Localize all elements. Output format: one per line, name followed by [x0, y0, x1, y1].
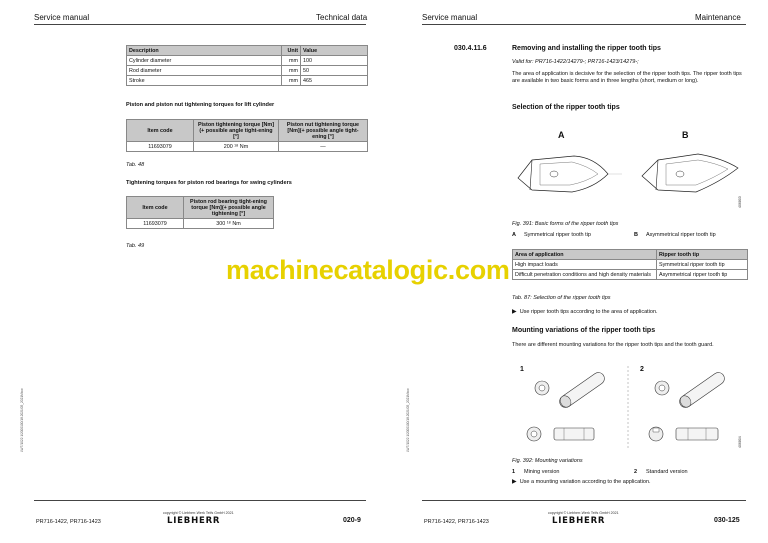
page-number: 020-9: [343, 517, 361, 524]
col-value: Value: [301, 46, 368, 56]
intro-text: The area of application is decisive for the selection of the ripper tooth tips. The ripper tooth tips are available in two basic forms and in three lengths (short, medium or long).: [512, 71, 742, 84]
liebherr-logo: LIEBHERR: [552, 516, 606, 526]
col-item-code: Item code: [127, 120, 194, 142]
figure-391: [512, 126, 748, 218]
figure-391-caption: Fig. 391: Basic forms of the ripper tooth tips: [512, 221, 619, 227]
cell: 300 ¹⁸ Nm: [184, 219, 274, 229]
cell: Difficult penetration conditions and high density materials: [513, 270, 657, 280]
figure-label-1: 1: [520, 366, 524, 373]
cell: 100: [301, 56, 368, 66]
cell: Stroke: [127, 76, 282, 86]
legend-key: B: [634, 232, 638, 238]
bullet-1: [512, 309, 658, 316]
valid-for: Valid for: PR716-1422/14279-; PR716-1423/14279-;: [512, 59, 639, 65]
figure-label-2: 2: [640, 366, 644, 373]
lift-table: [126, 119, 368, 152]
col-description: Description: [127, 46, 282, 56]
col-item-code: Item code: [127, 197, 184, 219]
table-row: [513, 270, 748, 280]
cylinder-table: [126, 45, 368, 86]
header-left: Service manual: [34, 13, 90, 22]
application-table: [512, 249, 748, 280]
footer-models: PR716-1422, PR716-1423: [36, 519, 101, 525]
footer-rule: [422, 500, 746, 501]
mounting-text: There are different mounting variations for the ripper tooth tips and the tooth guard.: [512, 342, 714, 348]
cell: Cylinder diameter: [127, 56, 282, 66]
figure-label-a: A: [558, 130, 565, 140]
cell: 50: [301, 66, 368, 76]
selection-heading: Selection of the ripper tooth tips: [512, 104, 620, 111]
header-right: Maintenance: [695, 13, 741, 22]
header-rule: [422, 24, 746, 25]
legend-b: [634, 232, 716, 238]
arrow-icon: ▶: [512, 479, 517, 485]
watermark-text: machinecatalogic.com: [226, 255, 510, 285]
header-right: Technical data: [316, 13, 368, 22]
section-title: Removing and installing the ripper tooth tips: [512, 45, 661, 52]
col-tooth-tip: Ripper tooth tip: [657, 250, 748, 260]
table-row: [127, 56, 368, 66]
legend-a: [512, 232, 591, 238]
cell: mm: [282, 56, 301, 66]
cell: —: [278, 142, 367, 152]
page-number: 030-125: [714, 517, 740, 524]
footer-models: PR716-1422, PR716-1423: [424, 519, 489, 525]
col-unit: Unit: [282, 46, 301, 56]
cell: 465: [301, 76, 368, 86]
tab-48-caption: Tab. 48: [126, 162, 145, 168]
bullet-2: [512, 479, 651, 486]
table-row: [127, 66, 368, 76]
table-row: [513, 260, 748, 270]
figure-id: 406804: [738, 436, 742, 448]
legend-1: [512, 469, 559, 475]
figure-392: [512, 362, 748, 454]
copyright: copyright © Liebherr-Werk Telfs GmbH 2021: [548, 511, 619, 515]
swing-table: [126, 196, 274, 229]
figure-id: 406803: [738, 196, 742, 208]
liebherr-logo: LIEBHERR: [167, 516, 221, 526]
legend-key: A: [512, 232, 516, 238]
cell: Symmetrical ripper tooth tip: [657, 260, 748, 270]
mounting-heading: Mounting variations of the ripper tooth tips: [512, 327, 656, 334]
col-rod-torque: Piston rod bearing tight-ening torque [Nm](+ possible angle tightening [°]: [184, 197, 274, 219]
col-area: Area of application: [513, 250, 657, 260]
col-nut-torque: Piston nut tightening torque [Nm](+ possible angle tight-ening [°]: [278, 120, 367, 142]
swing-heading: Tightening torques for piston rod bearings for swing cylinders: [126, 180, 292, 186]
legend-text: Symmetrical ripper tooth tip: [524, 232, 591, 238]
bullet-text: Use ripper tooth tips according to the area of application.: [519, 309, 658, 315]
cell: mm: [282, 76, 301, 86]
legend-text: Mining version: [524, 469, 560, 475]
header-left: Service manual: [422, 13, 478, 22]
cell: High impact loads: [513, 260, 657, 270]
footer-rule: [34, 500, 366, 501]
legend-text: Standard version: [646, 469, 688, 475]
cell: 11693079: [127, 219, 184, 229]
legend-key: 1: [512, 469, 516, 475]
table-row: [127, 142, 368, 152]
tab-87-caption: Tab. 87: Selection of the ripper tooth tips: [512, 295, 611, 301]
legend-key: 2: [634, 469, 638, 475]
figure-392-caption: Fig. 392: Mounting variations: [512, 458, 583, 464]
arrow-icon: ▶: [512, 309, 517, 315]
ripper-tooth-drawing: [512, 126, 748, 218]
figure-label-b: B: [682, 130, 689, 140]
lift-heading: Piston and piston nut tightening torques for lift cylinder: [126, 102, 275, 108]
table-row: [127, 76, 368, 86]
cell: 200 ¹⁸ Nm: [194, 142, 279, 152]
cell: 11693079: [127, 142, 194, 152]
header-rule: [34, 24, 366, 25]
table-row: [127, 219, 274, 229]
mounting-drawing: [512, 362, 748, 454]
copyright: copyright © Liebherr-Werk Telfs GmbH 2021: [163, 511, 234, 515]
cell: Rod diameter: [127, 66, 282, 76]
cell: Asymmetrical ripper tooth tip: [657, 270, 748, 280]
section-number: 030.4.11.6: [454, 45, 487, 52]
legend-text: Asymmetrical ripper tooth tip: [646, 232, 716, 238]
legend-2: [634, 469, 688, 475]
bullet-text: Use a mounting variation according to the application.: [519, 479, 651, 485]
col-piston-torque: Piston tightening torque [Nm](+ possible angle tight-ening [°]: [194, 120, 279, 142]
tab-49-caption: Tab. 49: [126, 243, 145, 249]
side-reference: LWT/1022 1/2000100/18.2021/05_2021Miow: [20, 388, 24, 452]
cell: mm: [282, 66, 301, 76]
side-reference: LWT/1022 1/2000100/18.2021/05_2021Miow: [406, 388, 410, 452]
